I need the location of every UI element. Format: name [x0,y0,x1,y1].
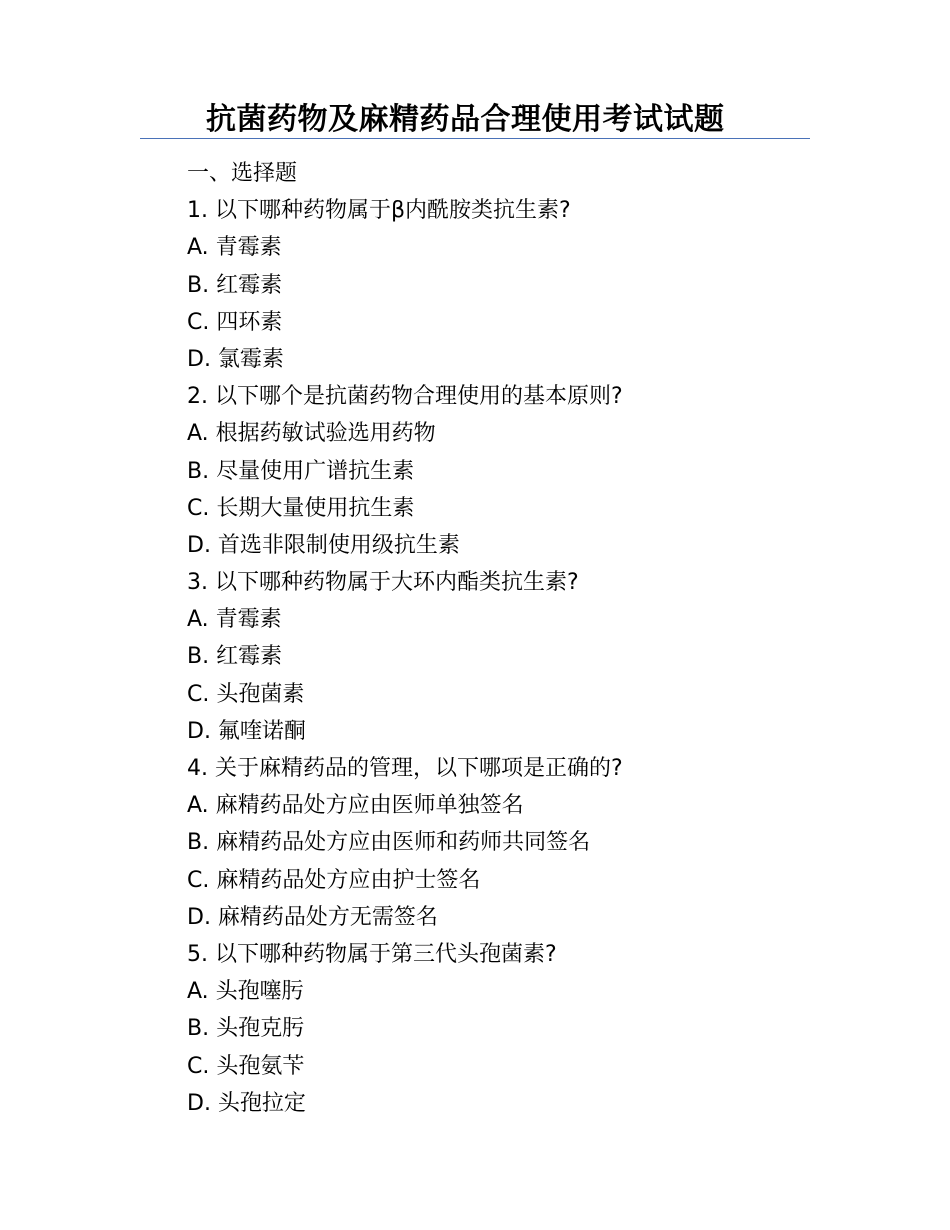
question-2-option-b: B. 尽量使用广谱抗生素 [187,458,415,484]
question-3-option-b: B. 红霉素 [187,644,283,670]
question-2-option-d: D. 首选非限制使用级抗生素 [187,532,460,558]
question-5-option-a: A. 头孢噻肟 [187,979,304,1005]
question-4-option-c: C. 麻精药品处方应由护士签名 [187,867,481,893]
question-1-option-a: A. 青霉素 [187,235,282,261]
question-3: 3. 以下哪种药物属于大环内酯类抗生素? [187,570,579,596]
question-5-option-d: D. 头孢拉定 [187,1090,306,1116]
question-5-option-c: C. 头孢氨苄 [187,1053,305,1079]
question-1: 1. 以下哪种药物属于β内酰胺类抗生素? [187,198,571,224]
question-2-option-a: A. 根据药敏试验选用药物 [187,421,436,447]
question-4-option-a: A. 麻精药品处方应由医师单独签名 [187,793,524,819]
title-underline [140,138,810,139]
question-1-option-b: B. 红霉素 [187,272,283,298]
page-title: 抗菌药物及麻精药品合理使用考试试题 [206,102,725,137]
section-heading: 一、选择题 [187,161,298,186]
question-2: 2. 以下哪个是抗菌药物合理使用的基本原则? [187,384,623,410]
question-4-option-d: D. 麻精药品处方无需签名 [187,904,438,930]
title-block [140,100,810,142]
question-list [187,155,807,1122]
question-4: 4. 关于麻精药品的管理，以下哪项是正确的? [187,756,623,781]
question-4-option-b: B. 麻精药品处方应由医师和药师共同签名 [187,830,591,856]
question-2-option-c: C. 长期大量使用抗生素 [187,495,415,521]
question-1-option-c: C. 四环素 [187,309,283,335]
question-1-option-d: D. 氯霉素 [187,346,284,372]
question-3-option-a: A. 青霉素 [187,607,282,633]
question-3-option-d: D. 氟喹诺酮 [187,718,306,744]
question-5-option-b: B. 头孢克肟 [187,1016,305,1042]
question-3-option-c: C. 头孢菌素 [187,681,305,707]
question-5: 5. 以下哪种药物属于第三代头孢菌素? [187,941,557,967]
